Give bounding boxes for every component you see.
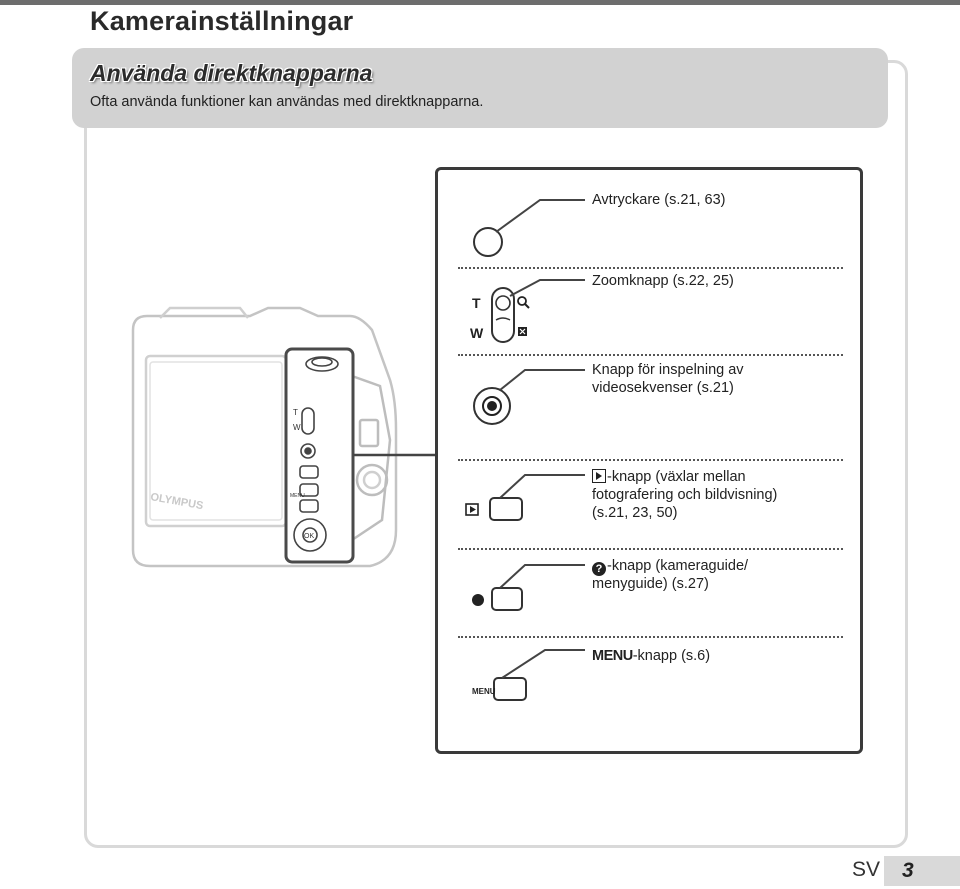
leader-line (510, 280, 585, 296)
footer-page-box (884, 856, 960, 886)
help-icon: ? (592, 562, 606, 576)
telephoto-magnifier-icon (518, 297, 526, 305)
zoom-t-label: T (472, 295, 481, 311)
page-number: 3 (902, 859, 914, 882)
footer-language: SV (852, 858, 881, 881)
callout-help-text: -knapp (kameraguide/ (607, 558, 749, 574)
separator (458, 548, 843, 550)
callout-zoom: Zoomknapp (s.22, 25) (592, 273, 734, 289)
callout-playback-line3: (s.21, 23, 50) (592, 505, 678, 521)
callout-shutter: Avtryckare (s.21, 63) (592, 192, 726, 208)
menu-label: MENU (592, 648, 633, 664)
callout-help-line2: menyguide) (s.27) (592, 576, 709, 592)
section-title: Använda direktknapparna (90, 60, 373, 86)
separator (458, 636, 843, 638)
help-button-icon (492, 588, 522, 610)
callout-help-line1 (592, 557, 748, 576)
camera-ok-text: OK (304, 533, 315, 540)
playback-icon (592, 469, 606, 483)
leader-line (500, 475, 585, 498)
camera-brand: OLYMPUS (149, 491, 205, 513)
leader-line (496, 200, 585, 232)
callout-menu (592, 647, 710, 665)
help-icon (472, 594, 484, 606)
menu-button-icon (494, 678, 526, 700)
zoom-w-label: W (470, 325, 484, 341)
page-footer (852, 856, 960, 886)
separator (458, 267, 843, 269)
camera-zoom-w: W (293, 423, 301, 432)
callout-movie-line2: videosekvenser (s.21) (592, 380, 734, 396)
menu-button-label: MENU (472, 687, 496, 696)
leader-line (502, 650, 585, 678)
callout-menu-text: -knapp (s.6) (632, 648, 711, 664)
separator (458, 459, 843, 461)
page-title: Kamerainställningar (90, 6, 354, 36)
camera-zoom-t: T (293, 408, 298, 417)
callout-movie-line1: Knapp för inspelning av (592, 362, 744, 378)
callout-playback-line2: fotografering och bildvisning) (592, 487, 778, 503)
leader-line (500, 370, 585, 390)
section-subtitle: Ofta använda funktioner kan användas med direktknapparna. (90, 94, 484, 110)
camera-menu-text: MENU (290, 493, 305, 499)
shutter-button-icon (474, 228, 502, 256)
leader-line (500, 565, 585, 588)
playback-button-icon (490, 498, 522, 520)
callout-playback-line1 (592, 468, 746, 486)
callout-playback-text: -knapp (växlar mellan (607, 469, 746, 485)
separator (458, 354, 843, 356)
